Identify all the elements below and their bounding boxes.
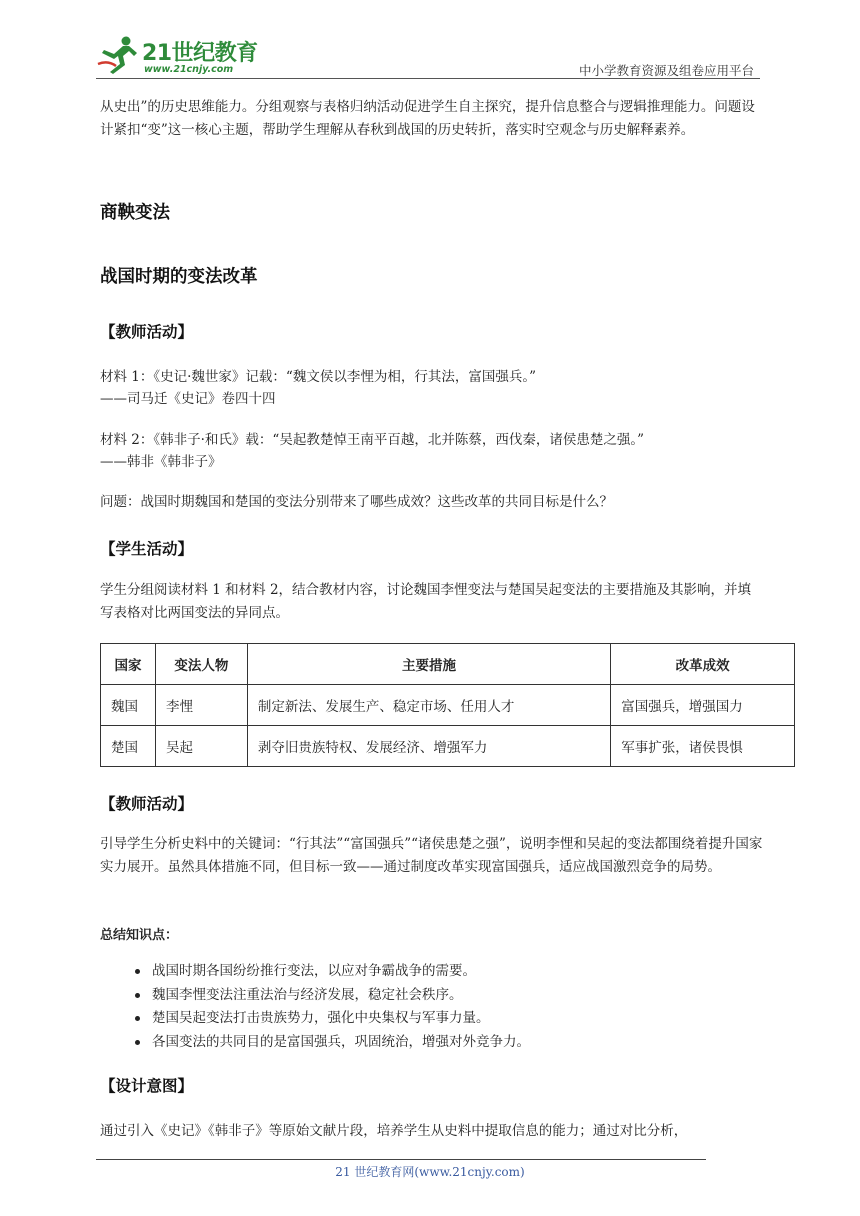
teacher-activity-label: 【教师活动】 — [100, 323, 194, 341]
material-2: 材料 2：《韩非子·和氏》载：“吴起教楚悼王南平百越，北并陈蔡，西伐秦，诸侯患楚之强。” — [100, 432, 644, 448]
list-item: 魏国李悝变法注重法治与经济发展，稳定社会秩序。 — [152, 984, 530, 1008]
table-row — [101, 685, 795, 726]
logo-text: 21世纪教育 — [142, 41, 258, 66]
header-divider — [96, 78, 760, 79]
table-cell: 吴起 — [155, 726, 247, 767]
table-cell: 魏国 — [101, 685, 156, 726]
intro-paragraph: 从史出”的历史思维能力。分组观察与表格归纳活动促进学生自主探究，提升信息整合与逻辑推理能力。问题设计紧扣“变”这一核心主题，帮助学生理解从春秋到战国的历史转折，落实时空观念与历史解释素养。 — [100, 99, 755, 138]
comparison-table — [100, 643, 795, 767]
summary-list — [100, 960, 530, 1054]
table-cell: 军事扩张，诸侯畏惧 — [611, 726, 795, 767]
header-title: 中小学教育资源及组卷应用平台 — [578, 63, 754, 78]
page-header — [0, 0, 860, 82]
footer-link[interactable]: 21 世纪教育网(www.21cnjy.com) — [335, 1165, 525, 1179]
material-2-source: ——韩非《韩非子》 — [100, 454, 222, 470]
table-header-row — [101, 644, 795, 685]
table-cell: 剥夺旧贵族特权、发展经济、增强军力 — [247, 726, 610, 767]
summary-title: 总结知识点： — [100, 928, 179, 943]
footer-divider — [96, 1159, 706, 1160]
table-cell: 制定新法、发展生产、稳定市场、任用人才 — [247, 685, 610, 726]
table-cell: 李悝 — [155, 685, 247, 726]
table-header: 改革成效 — [611, 644, 795, 685]
student-activity-text: 学生分组阅读材料 1 和材料 2，结合教材内容，讨论魏国李悝变法与楚国吴起变法的主要措施及其影响，并填写表格对比两国变法的异同点。 — [100, 582, 752, 621]
subsection-heading: 战国时期的变法改革 — [100, 267, 258, 287]
logo-url: www.21cnjy.com — [144, 64, 234, 75]
site-logo[interactable] — [96, 34, 256, 78]
material-1: 材料 1：《史记·魏世家》记载：“魏文侯以李悝为相，行其法，富国强兵。” — [100, 369, 536, 385]
design-intent-text: 通过引入《史记》《韩非子》等原始文献片段，培养学生从史料中提取信息的能力；通过对比分析， — [100, 1123, 688, 1139]
teacher-activity-text: 引导学生分析史料中的关键词：“行其法”“富国强兵”“诸侯患楚之强”，说明李悝和吴起的变法都围绕着提升国家实力展开。虽然具体措施不同，但目标一致——通过制度改革实现富国强兵，适应战国激烈竞争的局势。 — [100, 836, 763, 875]
runner-icon — [96, 34, 140, 74]
table-row — [101, 726, 795, 767]
list-item: 各国变法的共同目的是富国强兵，巩固统治，增强对外竞争力。 — [152, 1031, 530, 1055]
table-cell: 富国强兵，增强国力 — [611, 685, 795, 726]
section-heading: 商鞅变法 — [100, 203, 170, 223]
list-item: 楚国吴起变法打击贵族势力，强化中央集权与军事力量。 — [152, 1007, 530, 1031]
student-activity-label: 【学生活动】 — [100, 540, 194, 558]
material-1-source: ——司马迁《史记》卷四十四 — [100, 391, 276, 407]
table-header: 变法人物 — [155, 644, 247, 685]
table-header: 国家 — [101, 644, 156, 685]
list-item: 战国时期各国纷纷推行变法，以应对争霸战争的需要。 — [152, 960, 530, 984]
teacher-activity-label-2: 【教师活动】 — [100, 795, 194, 813]
table-cell: 楚国 — [101, 726, 156, 767]
question: 问题：战国时期魏国和楚国的变法分别带来了哪些成效？这些改革的共同目标是什么？ — [100, 494, 613, 510]
table-header: 主要措施 — [247, 644, 610, 685]
design-intent-label: 【设计意图】 — [100, 1077, 194, 1095]
